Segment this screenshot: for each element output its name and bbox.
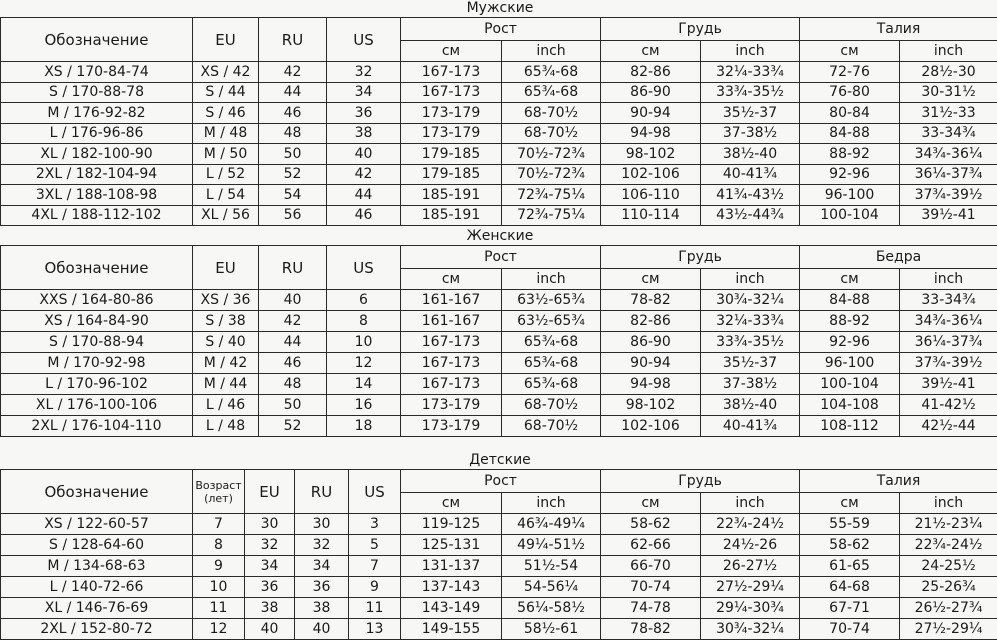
table-row (1, 535, 997, 556)
cell-designation: L / 176-96-86 (1, 123, 193, 144)
cell-height-cm: 185-191 (401, 185, 502, 206)
cell-chest-inch: 35½-37 (701, 353, 800, 374)
cell-age: 12 (193, 619, 245, 640)
header-designation: Обозначение (1, 246, 193, 290)
cell-chest-cm: 58-62 (601, 514, 701, 535)
cell-height-cm: 137-143 (401, 577, 502, 598)
table-row (1, 353, 997, 374)
header-group-waist: Талия (800, 18, 997, 41)
cell-age: 8 (193, 535, 245, 556)
cell-chest-cm: 78-82 (601, 619, 701, 640)
cell-waist-cm: 61-65 (800, 556, 900, 577)
cell-us: 5 (349, 535, 401, 556)
cell-height-cm: 161-167 (401, 290, 502, 311)
cell-height-inch: 63½-65¾ (502, 290, 601, 311)
header-waist-cm: см (800, 493, 900, 514)
cell-chest-inch: 37-38½ (701, 123, 800, 144)
cell-g3-inch: 36¼-37¾ (900, 164, 997, 185)
cell-ru: 54 (259, 185, 327, 206)
header-us: US (327, 246, 401, 290)
cell-chest-inch: 27½-29¼ (701, 577, 800, 598)
cell-chest-inch: 22¾-24½ (701, 514, 800, 535)
cell-designation: L / 140-72-66 (1, 577, 193, 598)
cell-ru: 36 (295, 577, 349, 598)
cell-height-inch: 51½-54 (502, 556, 601, 577)
cell-us: 7 (349, 556, 401, 577)
cell-designation: XS / 164-84-90 (1, 311, 193, 332)
cell-eu: S / 44 (193, 82, 259, 103)
table-row (1, 416, 997, 437)
header-eu: EU (245, 470, 295, 514)
cell-chest-inch: 40-41¾ (701, 164, 800, 185)
cell-ru: 50 (259, 144, 327, 165)
table-row (1, 514, 997, 535)
cell-waist-cm: 70-74 (800, 619, 900, 640)
cell-ru: 44 (259, 82, 327, 103)
cell-ru: 48 (259, 374, 327, 395)
cell-eu: M / 50 (193, 144, 259, 165)
header-group-waist: Талия (800, 470, 997, 493)
cell-us: 10 (327, 332, 401, 353)
cell-height-inch: 72¾-75¼ (502, 185, 601, 206)
cell-g3-cm: 92-96 (800, 332, 900, 353)
cell-chest-inch: 29¼-30¾ (701, 598, 800, 619)
women-section-title: Женские (400, 227, 600, 245)
cell-waist-inch: 26½-27¾ (900, 598, 997, 619)
cell-us: 6 (327, 290, 401, 311)
cell-ru: 52 (259, 416, 327, 437)
cell-chest-cm: 94-98 (601, 123, 701, 144)
table-row (1, 577, 997, 598)
cell-chest-inch: 32¼-33¾ (701, 62, 800, 83)
cell-us: 42 (327, 164, 401, 185)
cell-designation: 2XL / 176-104-110 (1, 416, 193, 437)
cell-g3-inch: 33-34¾ (900, 290, 997, 311)
cell-height-inch: 46¾-49¼ (502, 514, 601, 535)
cell-chest-inch: 38½-40 (701, 144, 800, 165)
cell-chest-cm: 78-82 (601, 290, 701, 311)
cell-ru: 42 (259, 62, 327, 83)
cell-chest-cm: 102-106 (601, 164, 701, 185)
men-section-title: Мужские (400, 0, 600, 17)
cell-age: 9 (193, 556, 245, 577)
cell-designation: M / 134-68-63 (1, 556, 193, 577)
cell-height-cm: 167-173 (401, 353, 502, 374)
cell-g3-cm: 108-112 (800, 416, 900, 437)
cell-height-cm: 179-185 (401, 144, 502, 165)
cell-eu: S / 38 (193, 311, 259, 332)
header-waist-cm: см (800, 41, 900, 62)
cell-height-inch: 65¾-68 (502, 353, 601, 374)
cell-height-cm: 179-185 (401, 164, 502, 185)
cell-height-inch: 65¾-68 (502, 62, 601, 83)
cell-ru: 44 (259, 332, 327, 353)
header-age-line1: Возраст (193, 479, 244, 492)
table-row (1, 374, 997, 395)
cell-chest-inch: 41¾-43½ (701, 185, 800, 206)
cell-chest-inch: 43½-44¾ (701, 205, 800, 226)
cell-us: 32 (327, 62, 401, 83)
cell-g3-cm: 88-92 (800, 144, 900, 165)
cell-waist-inch: 24-25½ (900, 556, 997, 577)
header-chest-cm: см (601, 41, 701, 62)
cell-g3-cm: 88-92 (800, 311, 900, 332)
header-height-inch: inch (502, 269, 601, 290)
header-waist-inch: inch (900, 41, 997, 62)
cell-chest-inch: 40-41¾ (701, 416, 800, 437)
table-row (1, 290, 997, 311)
cell-height-inch: 63½-65¾ (502, 311, 601, 332)
cell-us: 34 (327, 82, 401, 103)
cell-chest-cm: 98-102 (601, 395, 701, 416)
cell-eu: XS / 42 (193, 62, 259, 83)
header-height-inch: inch (502, 493, 601, 514)
cell-waist-inch: 27½-29¼ (900, 619, 997, 640)
cell-ru: 42 (259, 311, 327, 332)
cell-ru: 32 (295, 535, 349, 556)
men-size-table (0, 17, 997, 226)
cell-waist-cm: 67-71 (800, 598, 900, 619)
cell-designation: XL / 176-100-106 (1, 395, 193, 416)
cell-us: 11 (349, 598, 401, 619)
cell-g3-cm: 104-108 (800, 395, 900, 416)
cell-chest-inch: 35½-37 (701, 103, 800, 124)
cell-waist-inch: 25-26¾ (900, 577, 997, 598)
cell-waist-inch: 22¾-24½ (900, 535, 997, 556)
cell-g3-cm: 100-104 (800, 374, 900, 395)
cell-us: 9 (349, 577, 401, 598)
cell-height-cm: 149-155 (401, 619, 502, 640)
header-height-cm: см (401, 269, 502, 290)
cell-eu: L / 48 (193, 416, 259, 437)
cell-height-inch: 68-70½ (502, 416, 601, 437)
cell-height-inch: 65¾-68 (502, 82, 601, 103)
cell-us: 44 (327, 185, 401, 206)
cell-height-inch: 68-70½ (502, 103, 601, 124)
header-ru: RU (259, 18, 327, 62)
cell-eu: XS / 36 (193, 290, 259, 311)
header-ru: RU (295, 470, 349, 514)
cell-designation: XS / 122-60-57 (1, 514, 193, 535)
cell-designation: XL / 146-76-69 (1, 598, 193, 619)
cell-chest-cm: 90-94 (601, 103, 701, 124)
header-chest-inch: inch (701, 269, 800, 290)
cell-height-cm: 167-173 (401, 332, 502, 353)
cell-chest-cm: 66-70 (601, 556, 701, 577)
cell-eu: L / 52 (193, 164, 259, 185)
header-eu: EU (193, 246, 259, 290)
cell-us: 16 (327, 395, 401, 416)
cell-g3-cm: 100-104 (800, 205, 900, 226)
header-chest-inch: inch (701, 493, 800, 514)
cell-g3-inch: 39½-41 (900, 374, 997, 395)
table-row (1, 598, 997, 619)
cell-us: 12 (327, 353, 401, 374)
cell-g3-inch: 41-42½ (900, 395, 997, 416)
cell-g3-inch: 34¾-36¼ (900, 311, 997, 332)
cell-waist-cm: 58-62 (800, 535, 900, 556)
table-row (1, 185, 997, 206)
cell-designation: 4XL / 188-112-102 (1, 205, 193, 226)
table-row (1, 144, 997, 165)
cell-us: 8 (327, 311, 401, 332)
cell-designation: S / 170-88-94 (1, 332, 193, 353)
table-row (1, 556, 997, 577)
cell-chest-inch: 38½-40 (701, 395, 800, 416)
cell-height-cm: 167-173 (401, 82, 502, 103)
cell-g3-inch: 33-34¾ (900, 123, 997, 144)
cell-ru: 56 (259, 205, 327, 226)
cell-g3-inch: 28½-30 (900, 62, 997, 83)
kids-section-title: Детские (400, 451, 600, 469)
table-row (1, 62, 997, 83)
cell-height-cm: 173-179 (401, 416, 502, 437)
cell-us: 36 (327, 103, 401, 124)
header-chest-cm: см (601, 269, 701, 290)
table-row (1, 311, 997, 332)
cell-height-inch: 68-70½ (502, 395, 601, 416)
cell-waist-inch: 21½-23¼ (900, 514, 997, 535)
cell-us: 14 (327, 374, 401, 395)
header-group-chest: Грудь (601, 246, 800, 269)
cell-chest-cm: 90-94 (601, 353, 701, 374)
cell-g3-cm: 96-100 (800, 185, 900, 206)
cell-g3-inch: 30-31½ (900, 82, 997, 103)
cell-g3-cm: 80-84 (800, 103, 900, 124)
cell-chest-cm: 70-74 (601, 577, 701, 598)
cell-g3-inch: 34¾-36¼ (900, 144, 997, 165)
cell-designation: L / 170-96-102 (1, 374, 193, 395)
header-height-cm: см (401, 493, 502, 514)
cell-chest-inch: 26-27½ (701, 556, 800, 577)
cell-height-inch: 72¾-75¼ (502, 205, 601, 226)
cell-chest-cm: 98-102 (601, 144, 701, 165)
header-designation: Обозначение (1, 18, 193, 62)
header-height-cm: см (401, 41, 502, 62)
cell-g3-cm: 92-96 (800, 164, 900, 185)
table-row (1, 332, 997, 353)
cell-height-inch: 54-56¼ (502, 577, 601, 598)
cell-eu: L / 46 (193, 395, 259, 416)
cell-height-inch: 58½-61 (502, 619, 601, 640)
cell-g3-inch: 31½-33 (900, 103, 997, 124)
cell-height-inch: 49¼-51½ (502, 535, 601, 556)
table-row (1, 619, 997, 640)
header-eu: EU (193, 18, 259, 62)
cell-height-cm: 167-173 (401, 62, 502, 83)
cell-designation: S / 170-88-78 (1, 82, 193, 103)
table-row (1, 103, 997, 124)
cell-us: 13 (349, 619, 401, 640)
cell-eu: S / 46 (193, 103, 259, 124)
cell-chest-inch: 37-38½ (701, 374, 800, 395)
cell-us: 18 (327, 416, 401, 437)
cell-ru: 38 (295, 598, 349, 619)
cell-height-cm: 167-173 (401, 374, 502, 395)
header-group-chest: Грудь (601, 18, 800, 41)
cell-designation: XS / 170-84-74 (1, 62, 193, 83)
cell-ru: 48 (259, 123, 327, 144)
cell-eu: 30 (245, 514, 295, 535)
cell-us: 40 (327, 144, 401, 165)
cell-g3-cm: 96-100 (800, 353, 900, 374)
header-hips-cm: см (800, 269, 900, 290)
header-waist-inch: inch (900, 493, 997, 514)
cell-eu: XL / 56 (193, 205, 259, 226)
cell-height-inch: 70½-72¾ (502, 164, 601, 185)
header-us: US (327, 18, 401, 62)
header-group-height: Рост (401, 246, 601, 269)
cell-ru: 52 (259, 164, 327, 185)
header-group-height: Рост (401, 18, 601, 41)
cell-ru: 46 (259, 353, 327, 374)
header-ru: RU (259, 246, 327, 290)
cell-chest-cm: 82-86 (601, 62, 701, 83)
cell-age: 7 (193, 514, 245, 535)
cell-eu: M / 42 (193, 353, 259, 374)
header-us: US (349, 470, 401, 514)
cell-designation: M / 176-92-82 (1, 103, 193, 124)
cell-chest-cm: 62-66 (601, 535, 701, 556)
cell-g3-cm: 84-88 (800, 123, 900, 144)
cell-g3-cm: 84-88 (800, 290, 900, 311)
cell-chest-cm: 102-106 (601, 416, 701, 437)
cell-height-inch: 65¾-68 (502, 332, 601, 353)
header-group-hips: Бедра (800, 246, 997, 269)
cell-designation: S / 128-64-60 (1, 535, 193, 556)
cell-ru: 34 (295, 556, 349, 577)
cell-designation: 2XL / 152-80-72 (1, 619, 193, 640)
cell-designation: 2XL / 182-104-94 (1, 164, 193, 185)
cell-height-cm: 119-125 (401, 514, 502, 535)
cell-age: 10 (193, 577, 245, 598)
cell-chest-cm: 86-90 (601, 332, 701, 353)
cell-us: 38 (327, 123, 401, 144)
cell-waist-cm: 64-68 (800, 577, 900, 598)
cell-chest-inch: 33¾-35½ (701, 332, 800, 353)
cell-height-cm: 173-179 (401, 123, 502, 144)
cell-height-inch: 70½-72¾ (502, 144, 601, 165)
cell-height-cm: 185-191 (401, 205, 502, 226)
header-age-line2: (лет) (193, 492, 244, 505)
cell-height-inch: 65¾-68 (502, 374, 601, 395)
cell-designation: 3XL / 188-108-98 (1, 185, 193, 206)
cell-g3-cm: 76-80 (800, 82, 900, 103)
kids-size-table (0, 469, 997, 640)
header-chest-cm: см (601, 493, 701, 514)
table-row (1, 82, 997, 103)
cell-us: 3 (349, 514, 401, 535)
cell-chest-inch: 30¾-32¼ (701, 290, 800, 311)
cell-ru: 50 (259, 395, 327, 416)
cell-chest-inch: 32¼-33¾ (701, 311, 800, 332)
cell-eu: 34 (245, 556, 295, 577)
cell-age: 11 (193, 598, 245, 619)
cell-ru: 40 (295, 619, 349, 640)
cell-chest-inch: 30¾-32¼ (701, 619, 800, 640)
table-row (1, 395, 997, 416)
table-row (1, 205, 997, 226)
women-size-table (0, 245, 997, 437)
header-hips-inch: inch (900, 269, 997, 290)
cell-height-cm: 173-179 (401, 395, 502, 416)
header-age (193, 470, 245, 514)
cell-g3-cm: 72-76 (800, 62, 900, 83)
cell-ru: 40 (259, 290, 327, 311)
header-height-inch: inch (502, 41, 601, 62)
cell-g3-inch: 36¼-37¾ (900, 332, 997, 353)
cell-eu: L / 54 (193, 185, 259, 206)
cell-eu: M / 44 (193, 374, 259, 395)
cell-chest-cm: 106-110 (601, 185, 701, 206)
cell-height-cm: 143-149 (401, 598, 502, 619)
cell-height-cm: 125-131 (401, 535, 502, 556)
cell-g3-inch: 37¾-39½ (900, 185, 997, 206)
cell-g3-inch: 42½-44 (900, 416, 997, 437)
table-row (1, 123, 997, 144)
header-group-height: Рост (401, 470, 601, 493)
cell-g3-inch: 39½-41 (900, 205, 997, 226)
cell-chest-cm: 86-90 (601, 82, 701, 103)
cell-eu: 32 (245, 535, 295, 556)
cell-g3-inch: 37¾-39½ (900, 353, 997, 374)
cell-chest-inch: 24½-26 (701, 535, 800, 556)
cell-chest-cm: 74-78 (601, 598, 701, 619)
cell-designation: XXS / 164-80-86 (1, 290, 193, 311)
cell-eu: 40 (245, 619, 295, 640)
cell-designation: XL / 182-100-90 (1, 144, 193, 165)
cell-ru: 30 (295, 514, 349, 535)
table-row (1, 164, 997, 185)
cell-ru: 46 (259, 103, 327, 124)
cell-eu: S / 40 (193, 332, 259, 353)
cell-height-cm: 161-167 (401, 311, 502, 332)
cell-chest-cm: 110-114 (601, 205, 701, 226)
cell-chest-cm: 82-86 (601, 311, 701, 332)
cell-us: 46 (327, 205, 401, 226)
cell-eu: 38 (245, 598, 295, 619)
cell-height-inch: 56¼-58½ (502, 598, 601, 619)
cell-chest-inch: 33¾-35½ (701, 82, 800, 103)
header-chest-inch: inch (701, 41, 800, 62)
cell-height-cm: 131-137 (401, 556, 502, 577)
cell-height-inch: 68-70½ (502, 123, 601, 144)
cell-eu: 36 (245, 577, 295, 598)
header-group-chest: Грудь (601, 470, 800, 493)
cell-height-cm: 173-179 (401, 103, 502, 124)
cell-eu: M / 48 (193, 123, 259, 144)
cell-designation: M / 170-92-98 (1, 353, 193, 374)
header-designation: Обозначение (1, 470, 193, 514)
cell-chest-cm: 94-98 (601, 374, 701, 395)
cell-waist-cm: 55-59 (800, 514, 900, 535)
